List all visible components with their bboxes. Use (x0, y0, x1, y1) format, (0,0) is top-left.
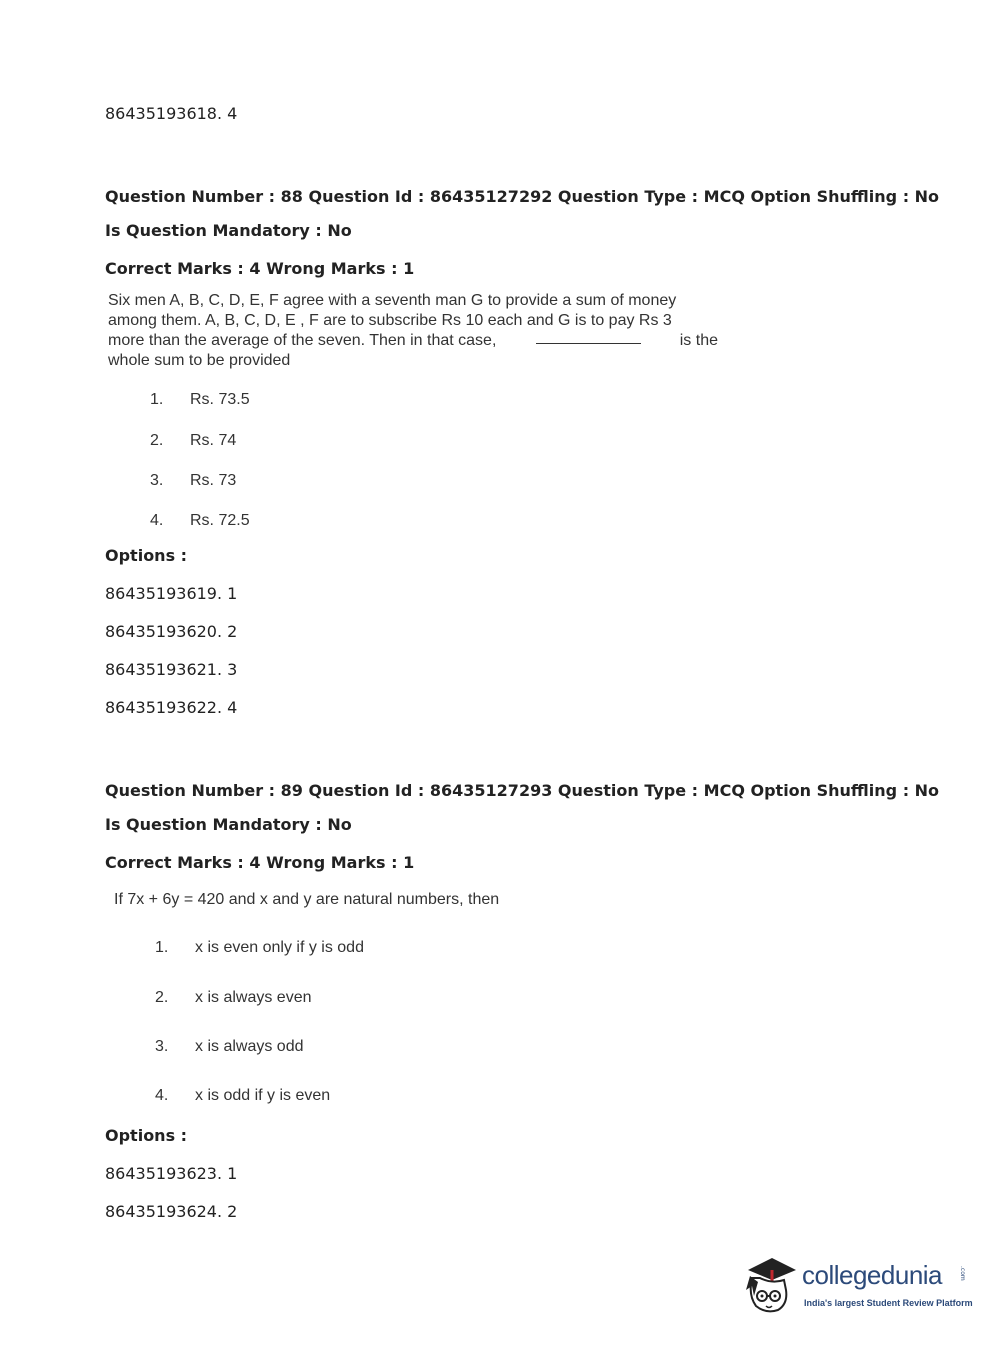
q89-header: Question Number : 89 Question Id : 86435127293 Question Type : MCQ Option Shuffling : No (105, 781, 940, 800)
q89-question-text: If 7x + 6y = 420 and x and y are natural numbers, then (114, 891, 500, 908)
q88-text-line: Six men A, B, C, D, E, F agree with a seventh man G to provide a sum of money (108, 292, 677, 309)
q88-option-id: 86435193619. 1 (105, 584, 238, 603)
logo-wordmark: collegedunia (802, 1260, 943, 1290)
fill-in-blank (536, 331, 641, 344)
q88-choice: 1. Rs. 73.5 (150, 391, 250, 408)
q89-options-label: Options : (105, 1126, 188, 1145)
q88-question-text (108, 291, 718, 371)
q88-choice: 3. Rs. 73 (150, 472, 237, 489)
mascot-icon (742, 1250, 802, 1320)
logo-com: .com (959, 1266, 966, 1281)
q88-text-part: is the (679, 332, 718, 349)
q89-choice: 4. x is odd if y is even (155, 1087, 331, 1104)
q89-choice: 1. x is even only if y is odd (155, 939, 364, 956)
q89-marks: Correct Marks : 4 Wrong Marks : 1 (105, 853, 415, 872)
q88-mandatory: Is Question Mandatory : No (105, 221, 352, 240)
collegedunia-logo (742, 1250, 972, 1320)
q88-marks: Correct Marks : 4 Wrong Marks : 1 (105, 259, 415, 278)
q88-text-line: among them. A, B, C, D, E , F are to subscribe Rs 10 each and G is to pay Rs 3 (108, 312, 672, 329)
q88-option-id: 86435193622. 4 (105, 698, 238, 717)
q88-options-label: Options : (105, 546, 188, 565)
q88-text-part: more than the average of the seven. Then in that case, (108, 332, 497, 349)
q88-text-line (108, 331, 718, 351)
q89-choice: 3. x is always odd (155, 1038, 304, 1055)
q88-choice: 4. Rs. 72.5 (150, 512, 250, 529)
q88-choice: 2. Rs. 74 (150, 432, 237, 449)
q88-option-id: 86435193620. 2 (105, 622, 238, 641)
logo-tagline: India's largest Student Review Platform (804, 1298, 973, 1308)
q89-choice: 2. x is always even (155, 989, 312, 1006)
q89-mandatory: Is Question Mandatory : No (105, 815, 352, 834)
q88-header: Question Number : 88 Question Id : 86435127292 Question Type : MCQ Option Shuffling : No (105, 187, 940, 206)
q88-text-line: whole sum to be provided (108, 352, 291, 369)
q88-option-id: 86435193621. 3 (105, 660, 238, 679)
previous-option-id: 86435193618. 4 (105, 104, 238, 123)
q89-option-id: 86435193624. 2 (105, 1202, 238, 1221)
q89-option-id: 86435193623. 1 (105, 1164, 238, 1183)
